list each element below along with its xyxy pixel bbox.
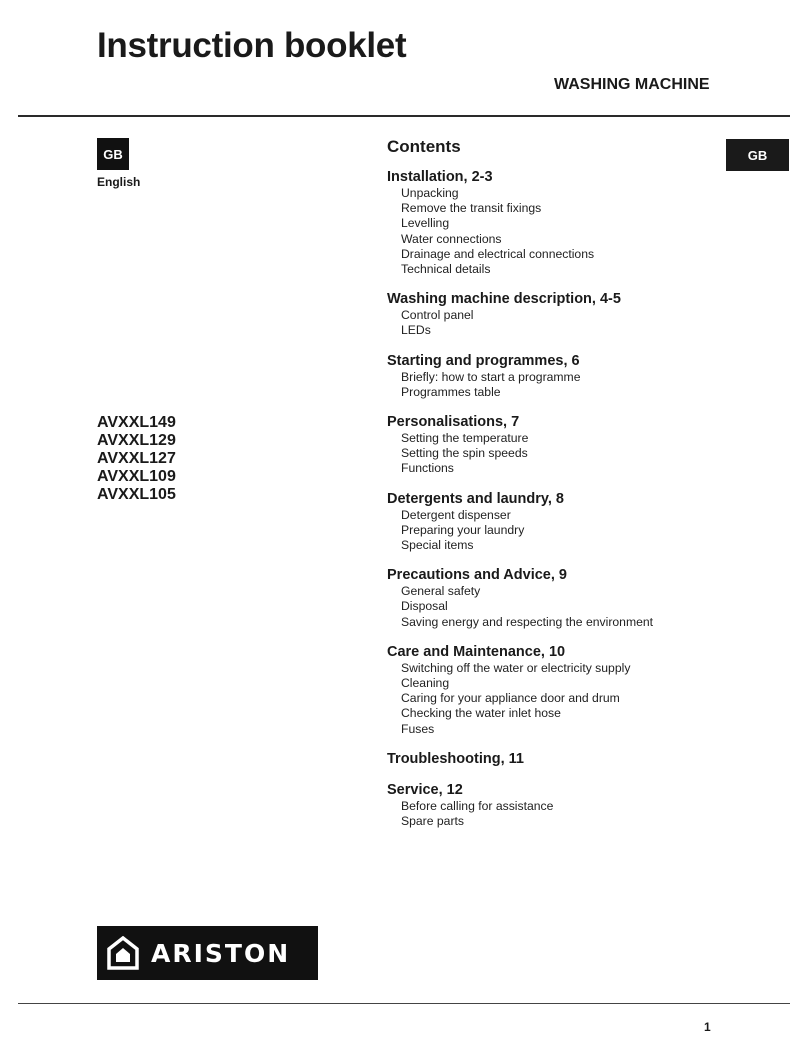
toc-section — [387, 782, 747, 829]
toc-item: Detergent dispenser — [401, 507, 511, 522]
toc-item-list — [387, 186, 747, 277]
page-number: 1 — [704, 1020, 711, 1034]
toc-item: Drainage and electrical connections — [401, 246, 595, 261]
toc-item: Disposal — [401, 599, 448, 614]
toc-section-title: Starting and programmes, 6 — [387, 352, 580, 369]
toc-item: Saving energy and respecting the environment — [401, 614, 654, 629]
toc-item: Cleaning — [401, 676, 450, 691]
toc-item-list — [387, 584, 747, 630]
house-logo-icon — [107, 936, 139, 970]
toc-item: Caring for your appliance door and drum — [401, 691, 620, 706]
toc-item-list — [387, 431, 747, 477]
toc-section-title: Service, 12 — [387, 781, 463, 798]
toc-section — [387, 414, 747, 477]
toc-item: Setting the spin speeds — [401, 446, 528, 461]
toc-item: Preparing your laundry — [401, 522, 525, 537]
model-number: AVXXL129 — [97, 432, 176, 449]
language-badge: GB — [97, 138, 129, 170]
model-list — [97, 414, 176, 504]
document-title: Instruction booklet — [97, 26, 407, 65]
toc-section — [387, 353, 747, 400]
toc-item: Fuses — [401, 721, 435, 736]
toc-item: Special items — [401, 538, 474, 553]
toc-section-title: Precautions and Advice, 9 — [387, 567, 567, 584]
toc-section-title: Care and Maintenance, 10 — [387, 643, 566, 660]
toc-section — [387, 644, 747, 737]
toc-section — [387, 567, 747, 630]
toc-item: Water connections — [401, 231, 502, 246]
toc-section-title: Washing machine description, 4-5 — [387, 291, 621, 308]
ariston-logo — [97, 926, 318, 980]
toc-section-title: Installation, 2-3 — [387, 169, 493, 185]
toc-item: Levelling — [401, 216, 450, 231]
toc-item: Unpacking — [401, 186, 459, 200]
toc-item: Checking the water inlet hose — [401, 706, 561, 721]
toc-item: General safety — [401, 584, 481, 599]
toc-item-list — [387, 508, 747, 554]
model-number: AVXXL109 — [97, 468, 176, 485]
toc-item: Setting the temperature — [401, 431, 529, 446]
toc-item: Control panel — [401, 308, 474, 323]
toc-item-list — [387, 661, 747, 737]
toc-item: Spare parts — [401, 814, 465, 829]
toc-section — [387, 291, 747, 338]
model-number: AVXXL149 — [97, 414, 176, 431]
toc-item: Remove the transit fixings — [401, 201, 542, 216]
toc-section — [387, 169, 747, 277]
document-subtitle: WASHING MACHINE — [554, 76, 710, 93]
toc-section-title: Personalisations, 7 — [387, 414, 520, 431]
toc-item-list — [387, 370, 747, 400]
language-label: English — [97, 175, 141, 189]
toc-item: Briefly: how to start a programme — [401, 369, 581, 384]
footer-divider — [18, 1003, 790, 1004]
toc-sections — [387, 169, 747, 829]
toc-section — [387, 751, 747, 768]
toc-section-title: Detergents and laundry, 8 — [387, 490, 564, 507]
model-number: AVXXL105 — [97, 486, 176, 503]
brand-name: ARISTON — [151, 938, 291, 968]
toc-item-list — [387, 799, 747, 829]
model-number: AVXXL127 — [97, 450, 176, 467]
header-divider — [18, 115, 790, 117]
toc-item: LEDs — [401, 323, 431, 338]
toc-item: Functions — [401, 461, 454, 476]
toc-item: Programmes table — [401, 384, 501, 399]
toc-item: Technical details — [401, 262, 491, 277]
toc-item-list — [387, 308, 747, 338]
toc-item: Before calling for assistance — [401, 798, 554, 813]
contents-heading: Contents — [387, 137, 461, 156]
language-tab: GB — [726, 139, 789, 171]
table-of-contents — [387, 137, 747, 843]
toc-section-title: Troubleshooting, 11 — [387, 750, 524, 767]
toc-item: Switching off the water or electricity supply — [401, 660, 631, 675]
toc-section — [387, 491, 747, 554]
